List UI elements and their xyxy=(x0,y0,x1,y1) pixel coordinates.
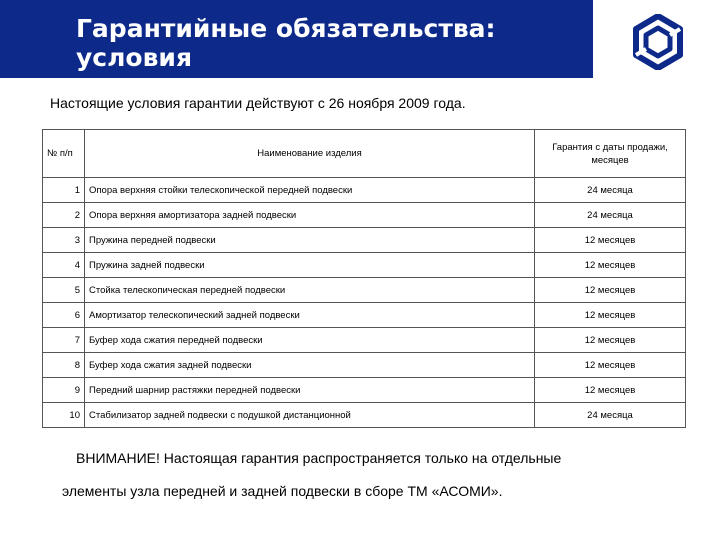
table-row xyxy=(43,328,686,353)
row-term: 24 месяца xyxy=(535,203,686,228)
row-name: Буфер хода сжатия задней подвески xyxy=(85,353,535,378)
table-row xyxy=(43,253,686,278)
row-number: 3 xyxy=(43,228,85,253)
row-term: 24 месяца xyxy=(535,403,686,428)
page-title: Гарантийные обязательства: условия xyxy=(76,14,496,72)
row-name: Передний шарнир растяжки передней подвески xyxy=(85,378,535,403)
row-name: Стойка телескопическая передней подвески xyxy=(85,278,535,303)
row-number: 2 xyxy=(43,203,85,228)
row-number: 5 xyxy=(43,278,85,303)
row-number: 7 xyxy=(43,328,85,353)
header-name: Наименование изделия xyxy=(85,130,535,178)
row-number: 10 xyxy=(43,403,85,428)
company-logo-icon xyxy=(630,14,686,70)
notice-line-2: элементы узла передней и задней подвески в сборе ТМ «АСОМИ». xyxy=(62,483,503,499)
header-number: № п/п xyxy=(43,130,85,178)
row-term: 12 месяцев xyxy=(535,328,686,353)
row-name: Пружина передней подвески xyxy=(85,228,535,253)
row-number: 4 xyxy=(43,253,85,278)
header-term: Гарантия с даты продажи, месяцев xyxy=(535,130,686,178)
row-name: Опора верхняя стойки телескопической передней подвески xyxy=(85,178,535,203)
row-number: 9 xyxy=(43,378,85,403)
table-row xyxy=(43,303,686,328)
table-row xyxy=(43,353,686,378)
table-row xyxy=(43,203,686,228)
row-name: Амортизатор телескопический задней подвески xyxy=(85,303,535,328)
table-row xyxy=(43,278,686,303)
row-term: 12 месяцев xyxy=(535,378,686,403)
row-name: Пружина задней подвески xyxy=(85,253,535,278)
row-term: 24 месяца xyxy=(535,178,686,203)
row-term: 12 месяцев xyxy=(535,228,686,253)
row-name: Опора верхняя амортизатора задней подвески xyxy=(85,203,535,228)
table-row xyxy=(43,228,686,253)
row-term: 12 месяцев xyxy=(535,353,686,378)
table-row xyxy=(43,378,686,403)
row-name: Стабилизатор задней подвески с подушкой дистанционной xyxy=(85,403,535,428)
row-number: 6 xyxy=(43,303,85,328)
table-row xyxy=(43,178,686,203)
warranty-table xyxy=(42,129,686,428)
table-header-row xyxy=(43,130,686,178)
table-row xyxy=(43,403,686,428)
row-term: 12 месяцев xyxy=(535,303,686,328)
notice-line-1: ВНИМАНИЕ! Настоящая гарантия распространяется только на отдельные xyxy=(76,450,562,466)
row-name: Буфер хода сжатия передней подвески xyxy=(85,328,535,353)
row-number: 1 xyxy=(43,178,85,203)
row-term: 12 месяцев xyxy=(535,253,686,278)
row-number: 8 xyxy=(43,353,85,378)
intro-text: Настоящие условия гарантии действуют с 26 ноября 2009 года. xyxy=(50,95,466,111)
row-term: 12 месяцев xyxy=(535,278,686,303)
